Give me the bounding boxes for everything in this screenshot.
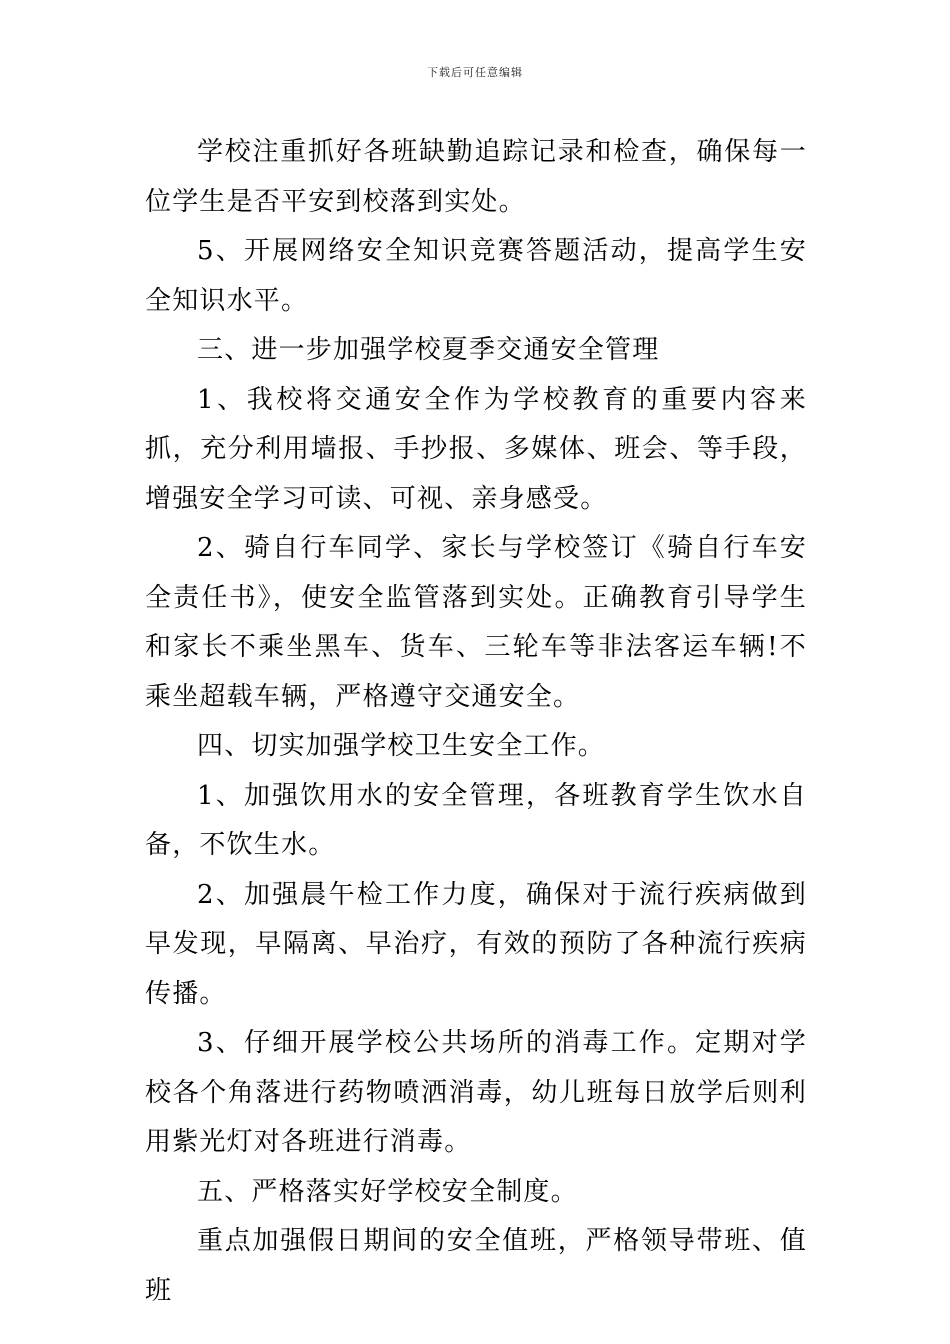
- paragraph: 1、我校将交通安全作为学校教育的重要内容来抓，充分利用墙报、手抄报、多媒体、班会、等手段，增强安全学习可读、可视、亲身感受。: [145, 384, 807, 514]
- paragraph: 学校注重抓好各班缺勤追踪记录和检查，确保每一位学生是否平安到校落到实处。: [145, 137, 807, 217]
- paragraph: 1、加强饮用水的安全管理，各班教育学生饮水自备，不饮生水。: [145, 780, 807, 860]
- paragraph: 2、加强晨午检工作力度，确保对于流行疾病做到早发现，早隔离、早治疗，有效的预防了各种流行疾病传播。: [145, 879, 807, 1009]
- paragraph: 2、骑自行车同学、家长与学校签订《骑自行车安全责任书》，使安全监管落到实处。正确教育引导学生和家长不乘坐黑车、货车、三轮车等非法客运车辆!不乘坐超载车辆，严格遵守交通安全。: [145, 533, 807, 712]
- paragraph: 重点加强假日期间的安全值班，严格领导带班、值班: [145, 1226, 807, 1306]
- document-body: [145, 128, 807, 1316]
- section-heading: 五、严格落实好学校安全制度。: [197, 1176, 578, 1207]
- page-header: 下载后可任意编辑: [427, 66, 523, 79]
- section-heading: 四、切实加强学校卫生安全工作。: [197, 731, 606, 761]
- paragraph: 5、开展网络安全知识竞赛答题活动，提高学生安全知识水平。: [145, 236, 807, 316]
- section-heading: 三、进一步加强学校夏季交通安全管理: [197, 335, 660, 365]
- paragraph: 3、仔细开展学校公共场所的消毒工作。定期对学校各个角落进行药物喷洒消毒，幼儿班每日放学后则利用紫光灯对各班进行消毒。: [145, 1028, 807, 1157]
